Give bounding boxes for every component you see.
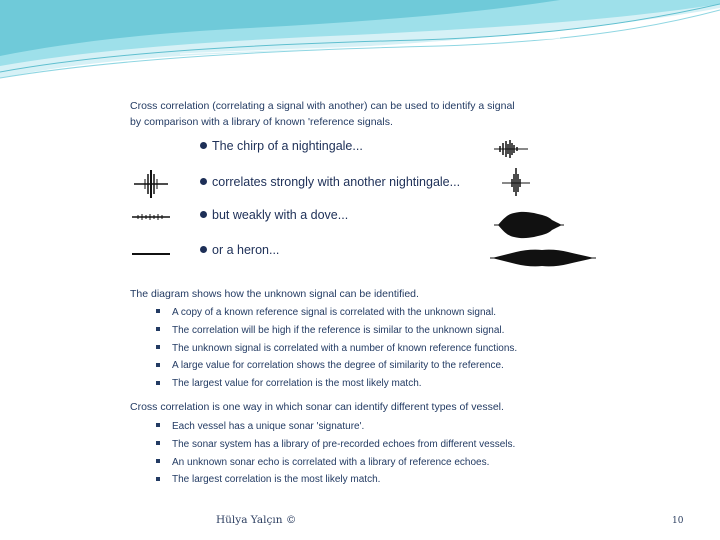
list-item: The sonar system has a library of pre-recorded echoes from different vessels. [156, 436, 515, 454]
dove-wave-icon [494, 208, 564, 242]
dove-correlation-wave-icon [132, 213, 170, 221]
section1-list [156, 304, 517, 393]
page-number: 10 [672, 516, 684, 526]
bullet-nightingale: The chirp of a nightingale... [200, 139, 363, 153]
bullet-square-icon [156, 441, 160, 445]
nightingale-match-wave-icon [502, 168, 530, 196]
nightingale-correlation-wave-icon [134, 170, 168, 198]
bullet-square-icon [156, 345, 160, 349]
bullet-dot-icon [200, 142, 207, 149]
bullet-square-icon [156, 423, 160, 427]
bullet-square-icon [156, 459, 160, 463]
bullet-dove: but weakly with a dove... [200, 208, 348, 222]
bullet-correlates: correlates strongly with another nightingale... [200, 175, 460, 189]
intro-line-1: Cross correlation (correlating a signal with another) can be used to identify a signal [130, 100, 515, 112]
bullet-square-icon [156, 477, 160, 481]
heron-correlation-wave-icon [132, 250, 170, 258]
list-item: A copy of a known reference signal is correlated with the unknown signal. [156, 304, 517, 322]
bullet-dot-icon [200, 211, 207, 218]
list-item: An unknown sonar echo is correlated with a library of reference echoes. [156, 454, 515, 472]
list-item: The correlation will be high if the reference is similar to the unknown signal. [156, 322, 517, 340]
bullet-square-icon [156, 327, 160, 331]
list-item: The largest value for correlation is the most likely match. [156, 375, 517, 393]
bullet-heron: or a heron... [200, 243, 279, 257]
intro-paragraph [130, 98, 598, 130]
footer-author: Hülya Yalçın © [216, 514, 297, 526]
list-item: Each vessel has a unique sonar 'signature'. [156, 418, 515, 436]
intro-line-2: by comparison with a library of known 'reference signals. [130, 116, 393, 128]
list-item: The largest correlation is the most likely match. [156, 471, 515, 489]
heron-wave-icon [490, 246, 596, 270]
section1-title: The diagram shows how the unknown signal can be identified. [130, 288, 419, 300]
bullet-dot-icon [200, 246, 207, 253]
slide-content [122, 92, 602, 488]
list-item: The unknown signal is correlated with a number of known reference functions. [156, 340, 517, 358]
section2-list [156, 418, 515, 489]
section2-title: Cross correlation is one way in which sonar can identify different types of vessel. [130, 401, 504, 413]
nightingale-chirp-wave-icon [494, 138, 528, 160]
bullet-square-icon [156, 363, 160, 367]
bullet-dot-icon [200, 178, 207, 185]
bullet-square-icon [156, 381, 160, 385]
bullet-square-icon [156, 309, 160, 313]
list-item: A large value for correlation shows the degree of similarity to the reference. [156, 357, 517, 375]
header-wave-banner [0, 0, 720, 90]
